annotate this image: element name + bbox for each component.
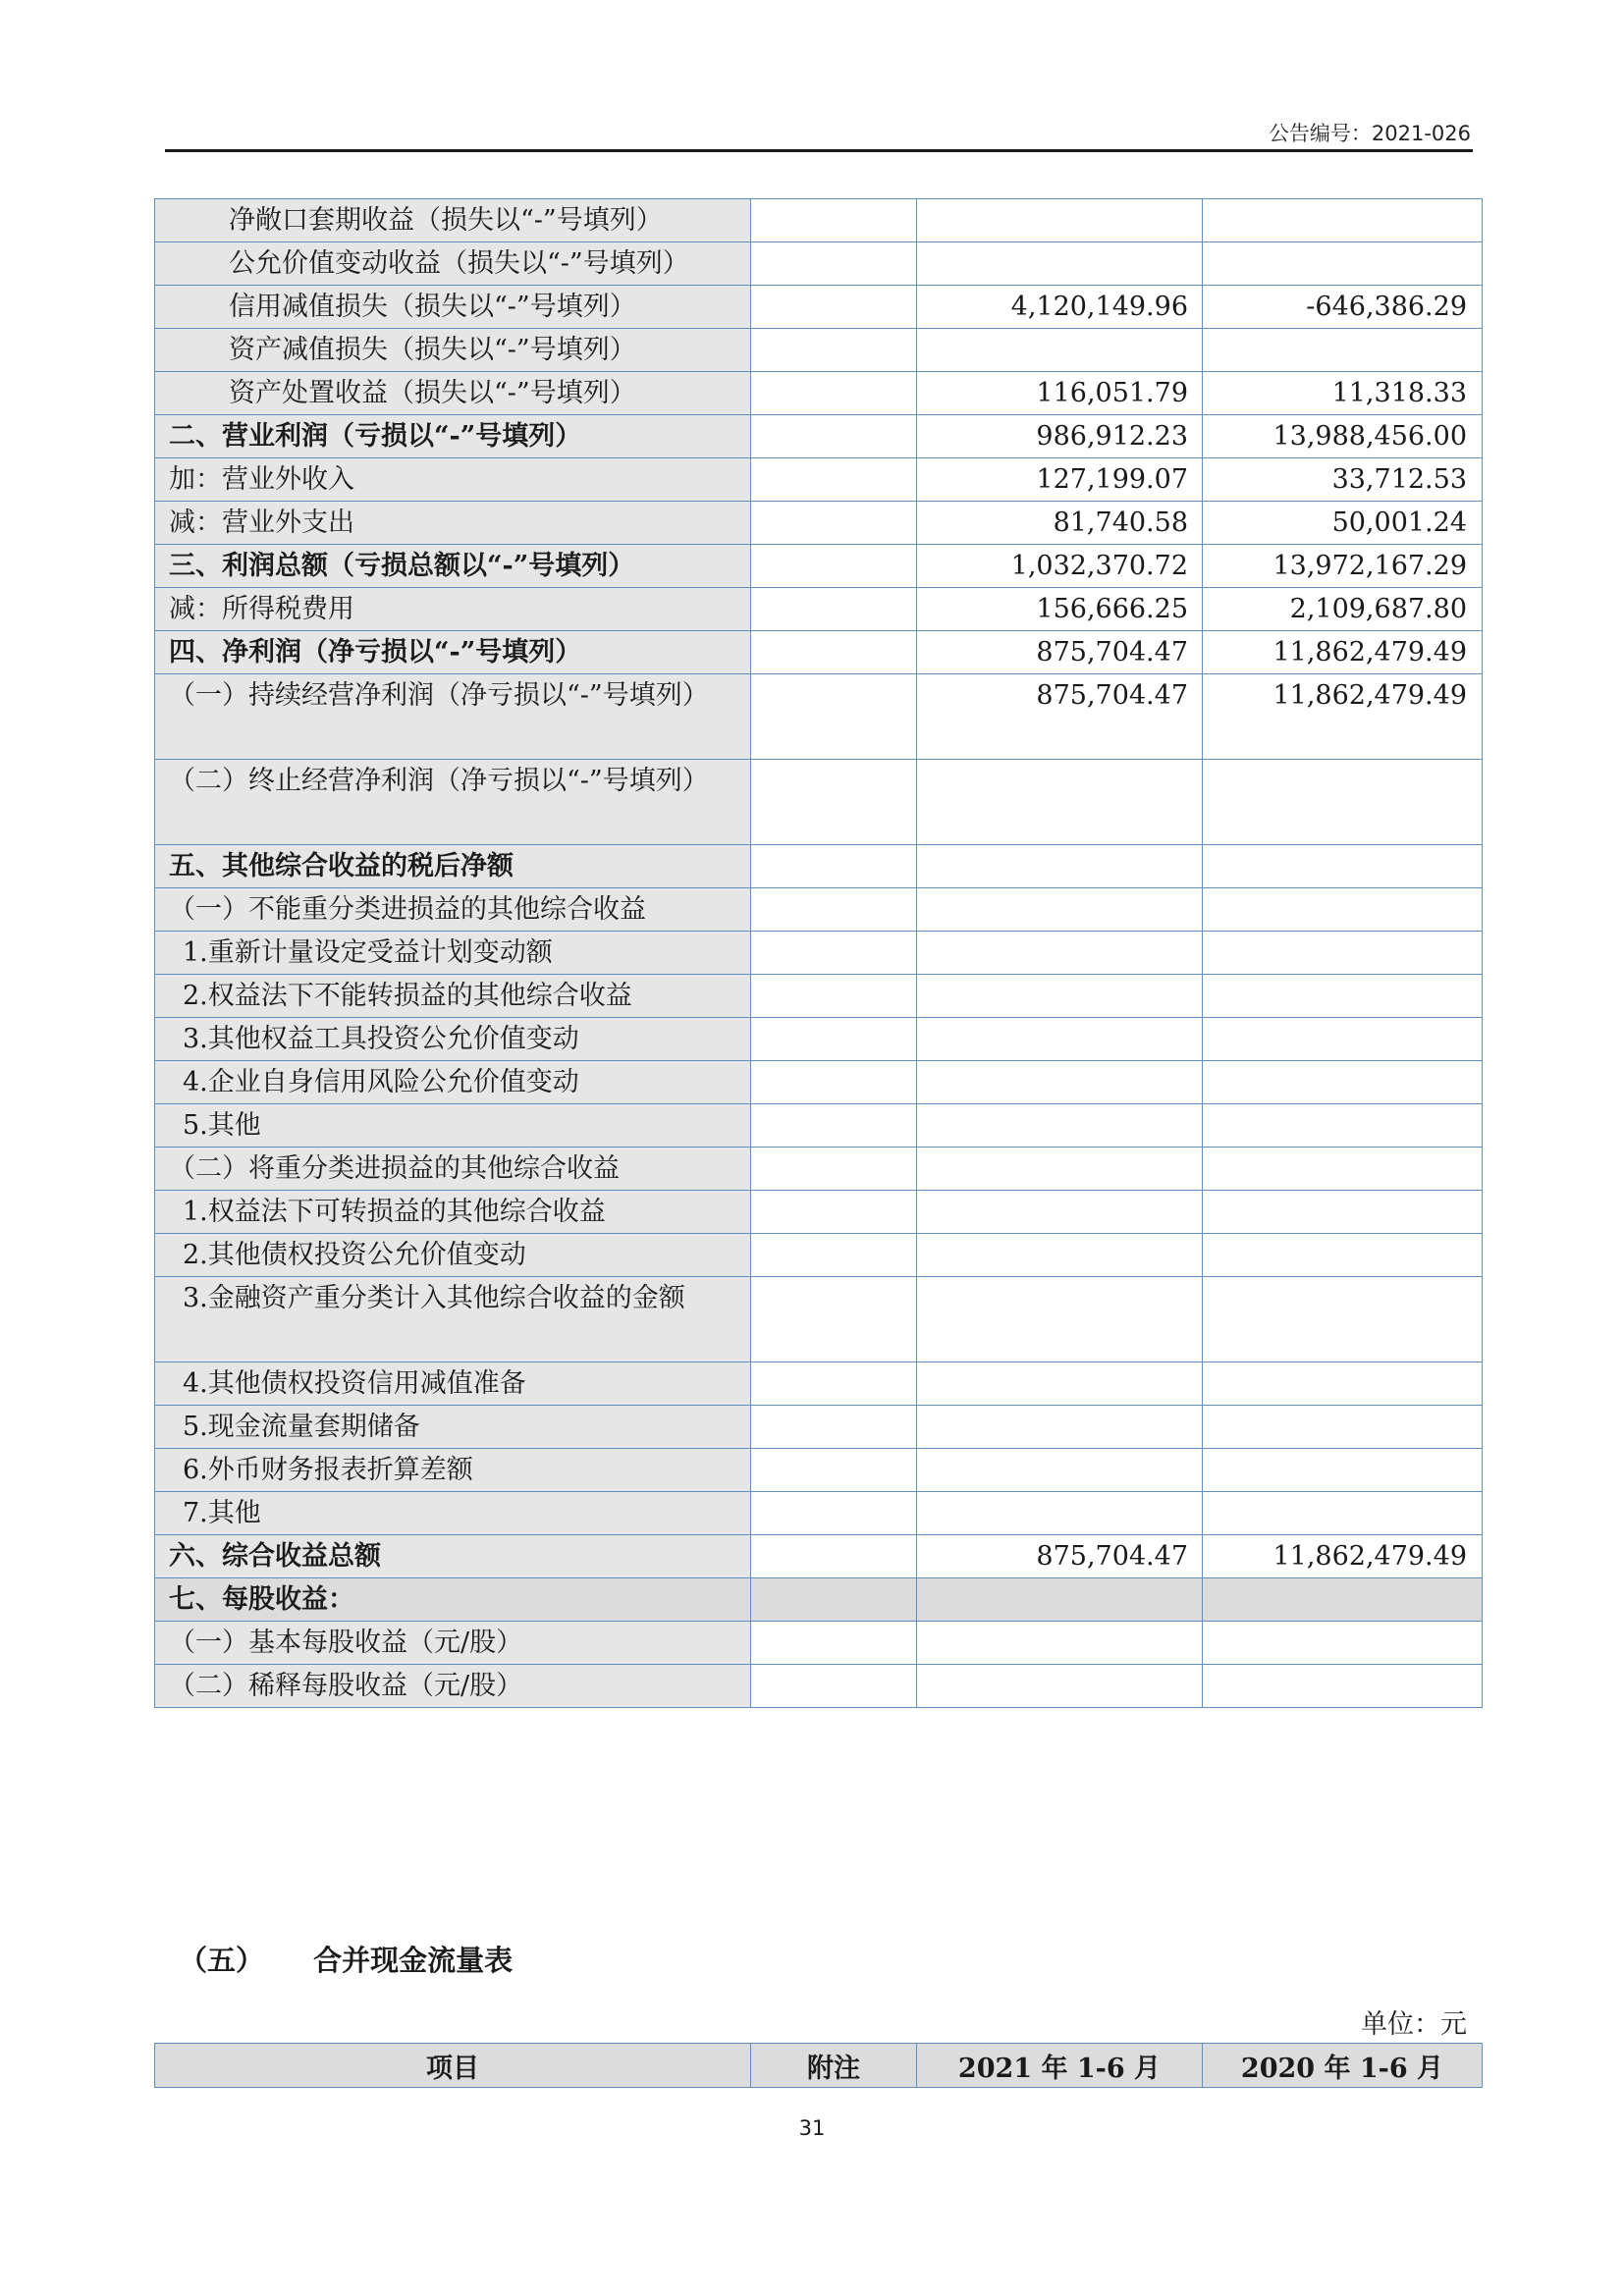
row-prior-value: 11,862,479.49: [1203, 674, 1483, 760]
row-label: （一）基本每股收益（元/股）: [155, 1622, 751, 1665]
row-current-value: [917, 1104, 1203, 1148]
row-current-value: [917, 845, 1203, 888]
row-label: 公允价值变动收益（损失以“-”号填列）: [155, 242, 751, 286]
header-prior-period: 2020 年 1-6 月: [1203, 2044, 1483, 2088]
row-note: [751, 1362, 917, 1406]
table-row: [155, 286, 1483, 329]
section-title: 合并现金流量表: [313, 1944, 514, 1977]
row-note: [751, 1622, 917, 1665]
row-note: [751, 242, 917, 286]
row-note: [751, 1665, 917, 1708]
row-prior-value: [1203, 242, 1483, 286]
table-row: [155, 242, 1483, 286]
row-note: [751, 888, 917, 932]
row-label: 4.其他债权投资信用减值准备: [155, 1362, 751, 1406]
row-note: [751, 502, 917, 545]
table-row: [155, 1578, 1483, 1622]
row-label: 信用减值损失（损失以“-”号填列）: [155, 286, 751, 329]
row-current-value: 156,666.25: [917, 588, 1203, 631]
row-prior-value: [1203, 1449, 1483, 1492]
row-current-value: 127,199.07: [917, 458, 1203, 502]
row-note: [751, 286, 917, 329]
row-prior-value: [1203, 1234, 1483, 1277]
table-row: [155, 1406, 1483, 1449]
row-note: [751, 975, 917, 1018]
table-row: [155, 1622, 1483, 1665]
row-current-value: [917, 888, 1203, 932]
income-statement-table: [154, 198, 1483, 1708]
row-note: [751, 1191, 917, 1234]
row-prior-value: 11,862,479.49: [1203, 631, 1483, 674]
row-label: （一）持续经营净利润（净亏损以“-”号填列）: [155, 674, 751, 760]
table-row: [155, 372, 1483, 415]
table-row: [155, 329, 1483, 372]
row-label: 净敞口套期收益（损失以“-”号填列）: [155, 199, 751, 242]
row-note: [751, 1277, 917, 1362]
row-note: [751, 458, 917, 502]
row-current-value: 4,120,149.96: [917, 286, 1203, 329]
row-current-value: 875,704.47: [917, 674, 1203, 760]
row-label: （二）终止经营净利润（净亏损以“-”号填列）: [155, 760, 751, 845]
row-current-value: [917, 1277, 1203, 1362]
table-row: [155, 760, 1483, 845]
row-current-value: [917, 199, 1203, 242]
row-prior-value: 50,001.24: [1203, 502, 1483, 545]
row-note: [751, 545, 917, 588]
table-row: [155, 502, 1483, 545]
row-prior-value: [1203, 1104, 1483, 1148]
row-note: [751, 760, 917, 845]
row-current-value: 875,704.47: [917, 631, 1203, 674]
row-label: 加：营业外收入: [155, 458, 751, 502]
row-label: 5.其他: [155, 1104, 751, 1148]
row-current-value: [917, 1622, 1203, 1665]
table-row: [155, 1535, 1483, 1578]
row-label: 7.其他: [155, 1492, 751, 1535]
row-prior-value: -646,386.29: [1203, 286, 1483, 329]
row-prior-value: [1203, 1665, 1483, 1708]
row-current-value: [917, 329, 1203, 372]
row-note: [751, 932, 917, 975]
row-note: [751, 1061, 917, 1104]
row-label: 六、综合收益总额: [155, 1535, 751, 1578]
row-label: 4.企业自身信用风险公允价值变动: [155, 1061, 751, 1104]
row-prior-value: [1203, 932, 1483, 975]
row-prior-value: [1203, 888, 1483, 932]
table-row: [155, 1104, 1483, 1148]
row-current-value: 1,032,370.72: [917, 545, 1203, 588]
row-note: [751, 845, 917, 888]
row-note: [751, 1104, 917, 1148]
section-heading: [179, 1939, 513, 1979]
row-current-value: [917, 1578, 1203, 1622]
row-current-value: [917, 1492, 1203, 1535]
row-current-value: [917, 1406, 1203, 1449]
row-current-value: [917, 1449, 1203, 1492]
row-note: [751, 1535, 917, 1578]
table-row: [155, 199, 1483, 242]
row-note: [751, 199, 917, 242]
row-prior-value: [1203, 1191, 1483, 1234]
row-current-value: [917, 1061, 1203, 1104]
row-prior-value: 13,988,456.00: [1203, 415, 1483, 458]
row-label: 2.其他债权投资公允价值变动: [155, 1234, 751, 1277]
row-label: 5.现金流量套期储备: [155, 1406, 751, 1449]
row-label: 二、营业利润（亏损以“-”号填列）: [155, 415, 751, 458]
row-current-value: 875,704.47: [917, 1535, 1203, 1578]
row-current-value: [917, 1018, 1203, 1061]
row-prior-value: [1203, 199, 1483, 242]
row-note: [751, 674, 917, 760]
row-current-value: [917, 1362, 1203, 1406]
row-note: [751, 329, 917, 372]
row-label: 1.权益法下可转损益的其他综合收益: [155, 1191, 751, 1234]
row-prior-value: 33,712.53: [1203, 458, 1483, 502]
row-prior-value: [1203, 1061, 1483, 1104]
table-row: [155, 845, 1483, 888]
row-label: 2.权益法下不能转损益的其他综合收益: [155, 975, 751, 1018]
row-label: 五、其他综合收益的税后净额: [155, 845, 751, 888]
row-label: 减：营业外支出: [155, 502, 751, 545]
row-label: 3.金融资产重分类计入其他综合收益的金额: [155, 1277, 751, 1362]
table-row: [155, 1665, 1483, 1708]
row-current-value: 81,740.58: [917, 502, 1203, 545]
cashflow-header-table: [154, 2043, 1483, 2088]
row-note: [751, 1578, 917, 1622]
page-number: 31: [798, 2116, 826, 2140]
row-note: [751, 1406, 917, 1449]
table-row: [155, 674, 1483, 760]
row-prior-value: [1203, 975, 1483, 1018]
table-row: [155, 458, 1483, 502]
row-current-value: [917, 760, 1203, 845]
row-note: [751, 1018, 917, 1061]
row-prior-value: [1203, 760, 1483, 845]
header-note: 附注: [751, 2044, 917, 2088]
row-prior-value: [1203, 1406, 1483, 1449]
row-prior-value: 11,318.33: [1203, 372, 1483, 415]
row-label: 6.外币财务报表折算差额: [155, 1449, 751, 1492]
row-current-value: [917, 1234, 1203, 1277]
row-note: [751, 588, 917, 631]
table-row: [155, 888, 1483, 932]
table-row: [155, 631, 1483, 674]
table-row: [155, 1277, 1483, 1362]
row-prior-value: [1203, 1277, 1483, 1362]
table-row: [155, 1018, 1483, 1061]
row-current-value: [917, 932, 1203, 975]
row-prior-value: [1203, 1492, 1483, 1535]
table-row: [155, 1449, 1483, 1492]
row-prior-value: 13,972,167.29: [1203, 545, 1483, 588]
row-current-value: [917, 242, 1203, 286]
row-label: 减：所得税费用: [155, 588, 751, 631]
row-note: [751, 1148, 917, 1191]
row-label: 3.其他权益工具投资公允价值变动: [155, 1018, 751, 1061]
row-label: 四、净利润（净亏损以“-”号填列）: [155, 631, 751, 674]
unit-label: 单位：元: [1361, 2009, 1467, 2040]
row-current-value: [917, 1665, 1203, 1708]
header-rule: [165, 149, 1473, 152]
row-label: 三、利润总额（亏损总额以“-”号填列）: [155, 545, 751, 588]
table-row: [155, 1362, 1483, 1406]
row-prior-value: 11,862,479.49: [1203, 1535, 1483, 1578]
row-prior-value: [1203, 1622, 1483, 1665]
row-current-value: 986,912.23: [917, 415, 1203, 458]
row-prior-value: [1203, 329, 1483, 372]
row-prior-value: 2,109,687.80: [1203, 588, 1483, 631]
row-prior-value: [1203, 1148, 1483, 1191]
row-prior-value: [1203, 1578, 1483, 1622]
table-row: [155, 1191, 1483, 1234]
table-row: [155, 588, 1483, 631]
row-note: [751, 1449, 917, 1492]
row-note: [751, 631, 917, 674]
row-prior-value: [1203, 1018, 1483, 1061]
row-prior-value: [1203, 1362, 1483, 1406]
row-note: [751, 372, 917, 415]
row-note: [751, 1234, 917, 1277]
row-label: （二）将重分类进损益的其他综合收益: [155, 1148, 751, 1191]
row-current-value: [917, 1191, 1203, 1234]
table-row: [155, 1234, 1483, 1277]
row-label: 资产处置收益（损失以“-”号填列）: [155, 372, 751, 415]
row-label: 1.重新计量设定受益计划变动额: [155, 932, 751, 975]
row-label: （二）稀释每股收益（元/股）: [155, 1665, 751, 1708]
row-current-value: 116,051.79: [917, 372, 1203, 415]
row-current-value: [917, 1148, 1203, 1191]
table-row: [155, 1148, 1483, 1191]
row-note: [751, 415, 917, 458]
header-item: 项目: [155, 2044, 751, 2088]
row-label: 资产减值损失（损失以“-”号填列）: [155, 329, 751, 372]
table-row: [155, 415, 1483, 458]
row-prior-value: [1203, 845, 1483, 888]
table-row: [155, 1492, 1483, 1535]
table-row: [155, 932, 1483, 975]
row-note: [751, 1492, 917, 1535]
announcement-code: 公告编号：2021-026: [1268, 122, 1471, 145]
section-number: （五）: [179, 1944, 265, 1977]
row-label: （一）不能重分类进损益的其他综合收益: [155, 888, 751, 932]
table-row: [155, 975, 1483, 1018]
table-row: [155, 1061, 1483, 1104]
row-label: 七、每股收益：: [155, 1578, 751, 1622]
cashflow-header-row: [155, 2044, 1483, 2088]
table-row: [155, 545, 1483, 588]
row-current-value: [917, 975, 1203, 1018]
header-current-period: 2021 年 1-6 月: [917, 2044, 1203, 2088]
